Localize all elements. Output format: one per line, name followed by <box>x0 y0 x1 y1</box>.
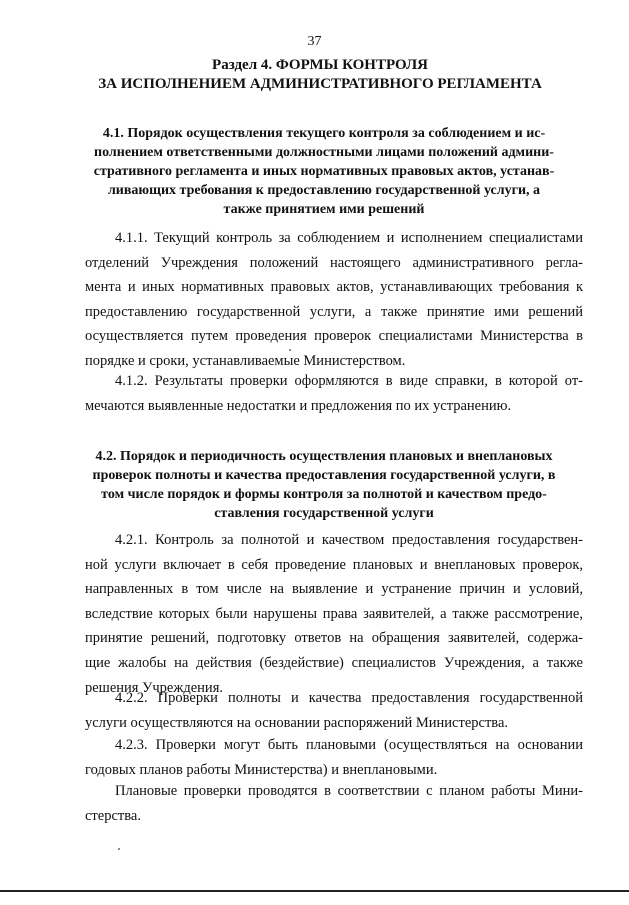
heading-line: стративного регламента и иных нормативных правовых актов, устанав- <box>93 164 555 179</box>
text-line: принятие решений, подготовку ответов на обращения заявителей, содержа- <box>85 630 583 647</box>
heading-line: ливающих требования к предоставлению государственной услуги, а <box>107 183 541 198</box>
text-line: стерства. <box>85 807 141 824</box>
scan-bottom-edge <box>0 890 629 892</box>
text-line: отделений Учреждения положений настоящего административного регла- <box>85 254 583 271</box>
heading-line: полнением ответственными должностными лицами положений админи- <box>94 145 554 160</box>
heading-line: ставления государственной услуги <box>214 506 434 521</box>
heading-line: 4.2. Порядок и периодичность осуществления плановых и внеплановых <box>95 449 553 464</box>
text-line: порядке и сроки, устанавливаемые Министерством. <box>85 352 406 369</box>
text-line: щие жалобы на действия (бездействие) специалистов Учреждения, а также <box>85 654 583 671</box>
heading-line: проверок полноты и качества предоставления государственной услуги, в <box>92 468 556 483</box>
section-title <box>60 56 580 94</box>
text-line: решения Учреждения. <box>85 679 223 696</box>
paragraph-4-2-2 <box>85 686 583 735</box>
heading-line: 4.1. Порядок осуществления текущего контроля за соблюдением и ис- <box>102 126 546 141</box>
section-title-line: Раздел 4. ФОРМЫ КОНТРОЛЯ <box>212 57 428 73</box>
text-line: 4.1.2. Результаты проверки оформляются в виде справки, в которой от- <box>115 373 583 389</box>
text-line: осуществляется путем проведения проверок специалистами Министерства в <box>85 328 583 345</box>
paragraph-4-1-1 <box>85 226 583 374</box>
text-line: услуги осуществляются на основании распоряжений Министерства. <box>85 714 508 731</box>
page-number: 37 <box>307 34 322 49</box>
heading-line: том числе порядок и формы контроля за полнотой и качеством предо- <box>101 487 547 502</box>
text-line: мечаются выявленные недостатки и предложения по их устранению. <box>85 397 512 414</box>
subsection-heading-4-2 <box>88 447 560 523</box>
text-line: 4.2.3. Проверки могут быть плановыми (осуществляться на основании <box>115 737 583 753</box>
text-line: годовых планов работы Министерства) и внеплановыми. <box>85 761 438 778</box>
text-line: 4.1.1. Текущий контроль за соблюдением и исполнением специалистами <box>115 230 583 246</box>
text-line: 4.2.2. Проверки полноты и качества предоставления государственной <box>115 690 583 706</box>
heading-line: также принятием ими решений <box>223 202 425 217</box>
text-line: вследствие которых были нарушены права заявителей, а также рассмотрение, <box>85 605 583 622</box>
section-title-line: ЗА ИСПОЛНЕНИЕМ АДМИНИСТРАТИВНОГО РЕГЛАМЕНТА <box>98 76 542 92</box>
paragraph-4-1-2 <box>85 369 583 418</box>
paragraph-4-2-3 <box>85 733 583 782</box>
text-line: Плановые проверки проводятся в соответствии с планом работы Мини- <box>115 783 583 799</box>
text-line: мента и иных нормативных правовых актов, устанавливающих требования к <box>85 279 583 296</box>
paragraph-planned-inspections <box>85 779 583 828</box>
text-line: направленных в том числе на выявление и устранение причин и условий, <box>85 581 583 598</box>
scan-speck <box>118 848 120 850</box>
text-line: ной услуги включает в себя проведение плановых и внеплановых проверок, <box>85 556 583 573</box>
subsection-heading-4-1 <box>88 124 560 219</box>
scan-speck <box>289 349 291 351</box>
paragraph-4-2-1 <box>85 528 583 700</box>
text-line: предоставлению государственной услуги, а также принятие ими решений <box>85 303 583 320</box>
text-line: 4.2.1. Контроль за полнотой и качеством предоставления государствен- <box>115 532 583 548</box>
